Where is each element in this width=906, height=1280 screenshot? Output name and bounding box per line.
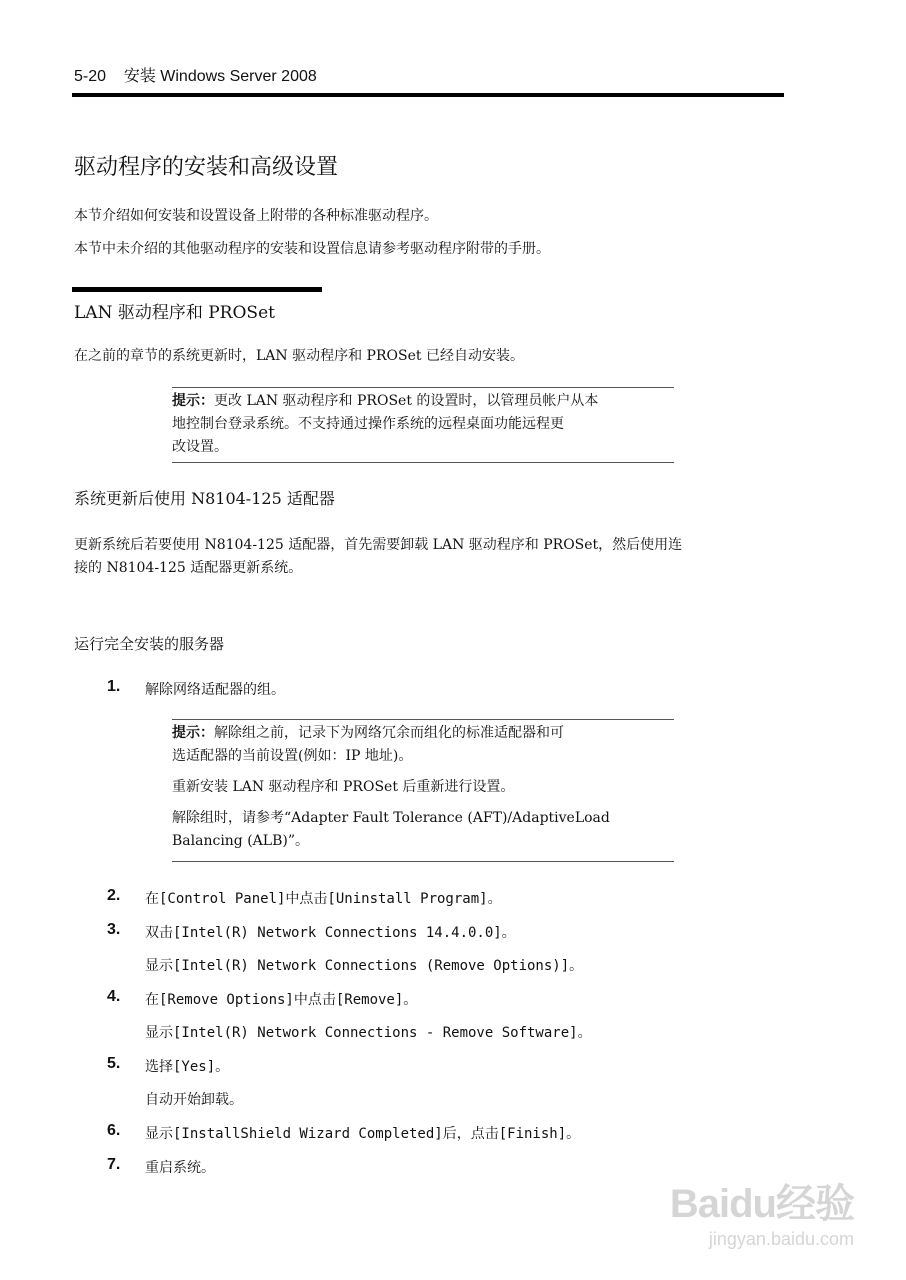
ungroup-tip-box <box>172 719 674 862</box>
baidu-logo: Baidu经验 <box>669 1182 854 1226</box>
step-number: 1. <box>107 678 121 695</box>
step-number: 4. <box>107 988 121 1005</box>
step-text: 在[Remove Options]中点击[Remove]。 <box>145 992 418 1008</box>
adapter-paragraph-line-1: 更新系统后若要使用 N8104-125 适配器，首先需要卸载 LAN 驱动程序和 PROSet，然后使用连 <box>74 537 683 553</box>
adapter-heading: 系统更新后使用 N8104-125 适配器 <box>74 489 335 508</box>
intro-paragraph-2: 本节中未介绍的其他驱动程序的安装和设置信息请参考驱动程序附带的手册。 <box>74 241 550 257</box>
tip-text-line: 解除组时，请参考“Adapter Fault Tolerance (AFT)/AdaptiveLoad <box>172 810 610 826</box>
step-text: 在[Control Panel]中点击[Uninstall Program]。 <box>145 891 502 907</box>
step-text: 双击[Intel(R) Network Connections 14.4.0.0]。 <box>145 925 516 941</box>
step-subtext: 显示[Intel(R) Network Connections - Remove Software]。 <box>145 1025 592 1041</box>
step-subtext: 自动开始卸载。 <box>145 1092 243 1108</box>
running-header <box>74 63 317 86</box>
step-number: 6. <box>107 1122 121 1139</box>
step-number: 7. <box>107 1156 121 1173</box>
lan-heading: LAN 驱动程序和 PROSet <box>74 303 275 323</box>
step-number: 5. <box>107 1055 121 1072</box>
tip-text-line: 改设置。 <box>172 439 228 455</box>
tip-label: 提示： <box>172 725 214 741</box>
adapter-paragraph-line-2: 接的 N8104-125 适配器更新系统。 <box>74 560 303 576</box>
lan-tip-box <box>172 387 674 463</box>
step-text: 重启系统。 <box>145 1160 215 1176</box>
baidu-watermark <box>670 1172 854 1250</box>
tip-text-line: 更改 LAN 驱动程序和 PROSet 的设置时，以管理员帐户从本 <box>214 393 599 409</box>
header-rule <box>72 93 784 97</box>
step-text: 解除网络适配器的组。 <box>145 682 285 698</box>
chapter-title: 安装 Windows Server 2008 <box>123 68 317 85</box>
page-label: 5-20 <box>74 68 107 85</box>
step-number: 3. <box>107 921 121 938</box>
lan-paragraph: 在之前的章节的系统更新时，LAN 驱动程序和 PROSet 已经自动安装。 <box>74 348 524 364</box>
step-text: 显示[InstallShield Wizard Completed]后，点击[Finish]。 <box>145 1126 581 1142</box>
tip-text-line: 选适配器的当前设置(例如：IP 地址)。 <box>172 748 413 764</box>
tip-text-line: 重新安装 LAN 驱动程序和 PROSet 后重新进行设置。 <box>172 779 515 795</box>
tip-text-line: 地控制台登录系统。不支持通过操作系统的远程桌面功能远程更 <box>172 416 564 432</box>
intro-paragraph-1: 本节介绍如何安装和设置设备上附带的各种标准驱动程序。 <box>74 208 438 224</box>
section-title: 驱动程序的安装和高级设置 <box>74 155 339 180</box>
subsection-bar <box>72 287 322 292</box>
tip-text-line: 解除组之前，记录下为网络冗余而组化的标准适配器和可 <box>214 725 564 741</box>
step-subtext: 显示[Intel(R) Network Connections (Remove Options)]。 <box>145 958 584 974</box>
server-subheading: 运行完全安装的服务器 <box>74 635 225 653</box>
watermark-url: jingyan.baidu.com <box>708 1229 854 1249</box>
tip-label: 提示： <box>172 393 214 409</box>
tip-text-line: Balancing (ALB)”。 <box>172 833 309 849</box>
step-text: 选择[Yes]。 <box>145 1059 230 1075</box>
step-number: 2. <box>107 887 121 904</box>
